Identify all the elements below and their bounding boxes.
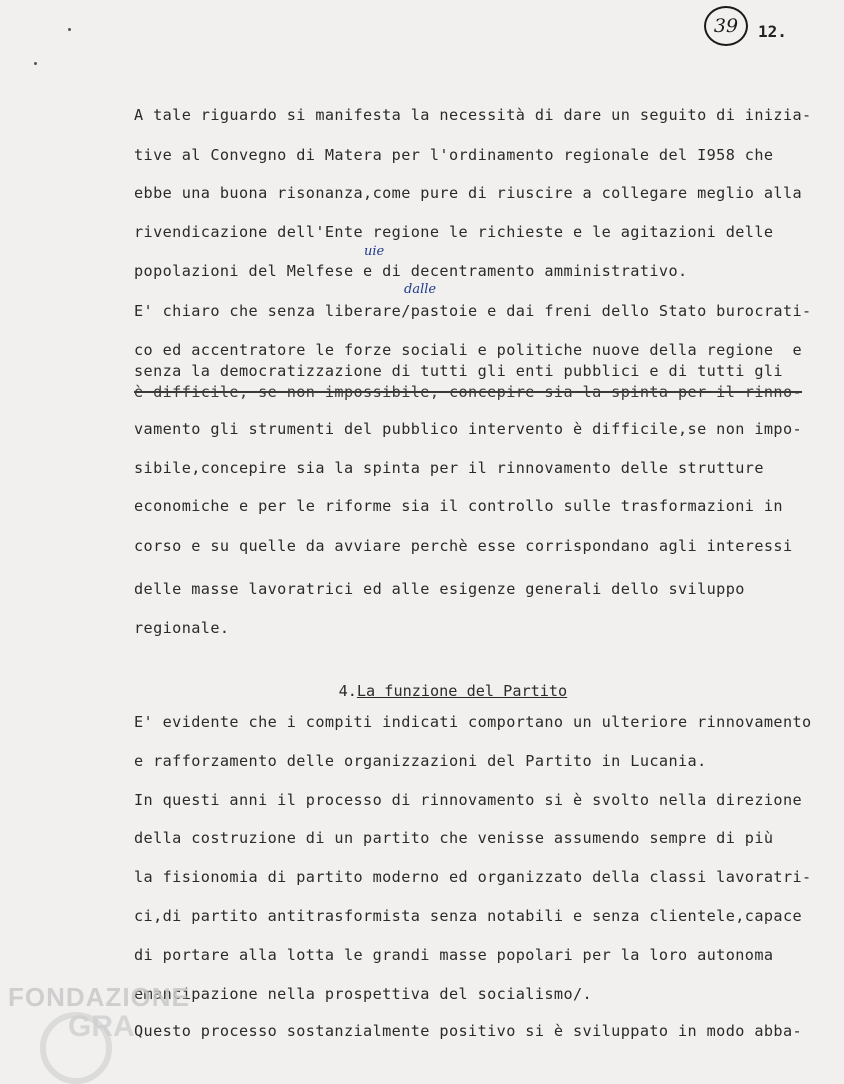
text-line: emancipazione nella prospettiva del socialismo/. bbox=[134, 985, 593, 1003]
handwritten-insert: uie bbox=[364, 244, 385, 259]
text-line: corso e su quelle da avviare perchè esse corrispondano agli interessi bbox=[134, 537, 793, 555]
text-line: E' evidente che i compiti indicati comportano un ulteriore rinnovamento bbox=[134, 713, 812, 731]
archive-number: 39 bbox=[713, 15, 739, 37]
text-line: la fisionomia di partito moderno ed organizzato della classi lavoratri- bbox=[134, 868, 812, 886]
text-line: sibile,concepire sia la spinta per il rinnovamento delle strutture bbox=[134, 459, 764, 477]
paper-speck bbox=[68, 28, 71, 31]
text-line: di portare alla lotta le grandi masse popolari per la loro autonoma bbox=[134, 946, 774, 964]
section-number: 4. bbox=[338, 682, 357, 700]
text-line: della costruzione di un partito che venisse assumendo sempre di più bbox=[134, 829, 774, 847]
text-line: economiche e per le riforme sia il controllo sulle trasformazioni in bbox=[134, 497, 783, 515]
text-line: ci,di partito antitrasformista senza notabili e senza clientele,capace bbox=[134, 907, 803, 925]
text-line: e rafforzamento delle organizzazioni del Partito in Lucania. bbox=[134, 752, 707, 770]
text-line: Questo processo sostanzialmente positivo si è sviluppato in modo abba- bbox=[134, 1022, 803, 1040]
section-heading bbox=[302, 664, 567, 718]
text-line: tive al Convegno di Matera per l'ordinamento regionale del I958 che bbox=[134, 146, 774, 164]
text-line: popolazioni del Melfese e di decentramento amministrativo. bbox=[134, 262, 688, 280]
handwritten-insert: dalle bbox=[404, 282, 437, 297]
section-title: La funzione del Partito bbox=[356, 682, 568, 700]
text-line: delle masse lavoratrici ed alle esigenze generali dello sviluppo bbox=[134, 580, 745, 598]
text-line: regionale. bbox=[134, 619, 230, 637]
text-line: co ed accentratore le forze sociali e politiche nuove della regione e bbox=[134, 341, 803, 359]
watermark-text: FONDAZIONE bbox=[8, 982, 190, 1012]
text-line: rivendicazione dell'Ente regione le richieste e le agitazioni delle bbox=[134, 223, 774, 241]
paper-speck bbox=[34, 62, 37, 65]
watermark-text-2: GRA bbox=[68, 1010, 135, 1043]
text-line: ebbe una buona risonanza,come pure di riuscire a collegare meglio alla bbox=[134, 184, 803, 202]
page-number: 12. bbox=[758, 22, 787, 41]
text-line: vamento gli strumenti del pubblico intervento è difficile,se non impo- bbox=[134, 420, 803, 438]
struck-text-line: è difficile, se non impossibile, concepire sia la spinta per il rinno- bbox=[134, 383, 803, 401]
text-line: E' chiaro che senza liberare/pastoie e dai freni dello Stato burocrati- bbox=[134, 302, 812, 320]
text-line: In questi anni il processo di rinnovamento si è svolto nella direzione bbox=[134, 791, 803, 809]
archive-number-stamp bbox=[704, 6, 748, 46]
text-line: A tale riguardo si manifesta la necessità di dare un seguito di inizia- bbox=[134, 106, 812, 124]
text-line: senza la democratizzazione di tutti gli enti pubblici e di tutti gli bbox=[134, 362, 783, 380]
